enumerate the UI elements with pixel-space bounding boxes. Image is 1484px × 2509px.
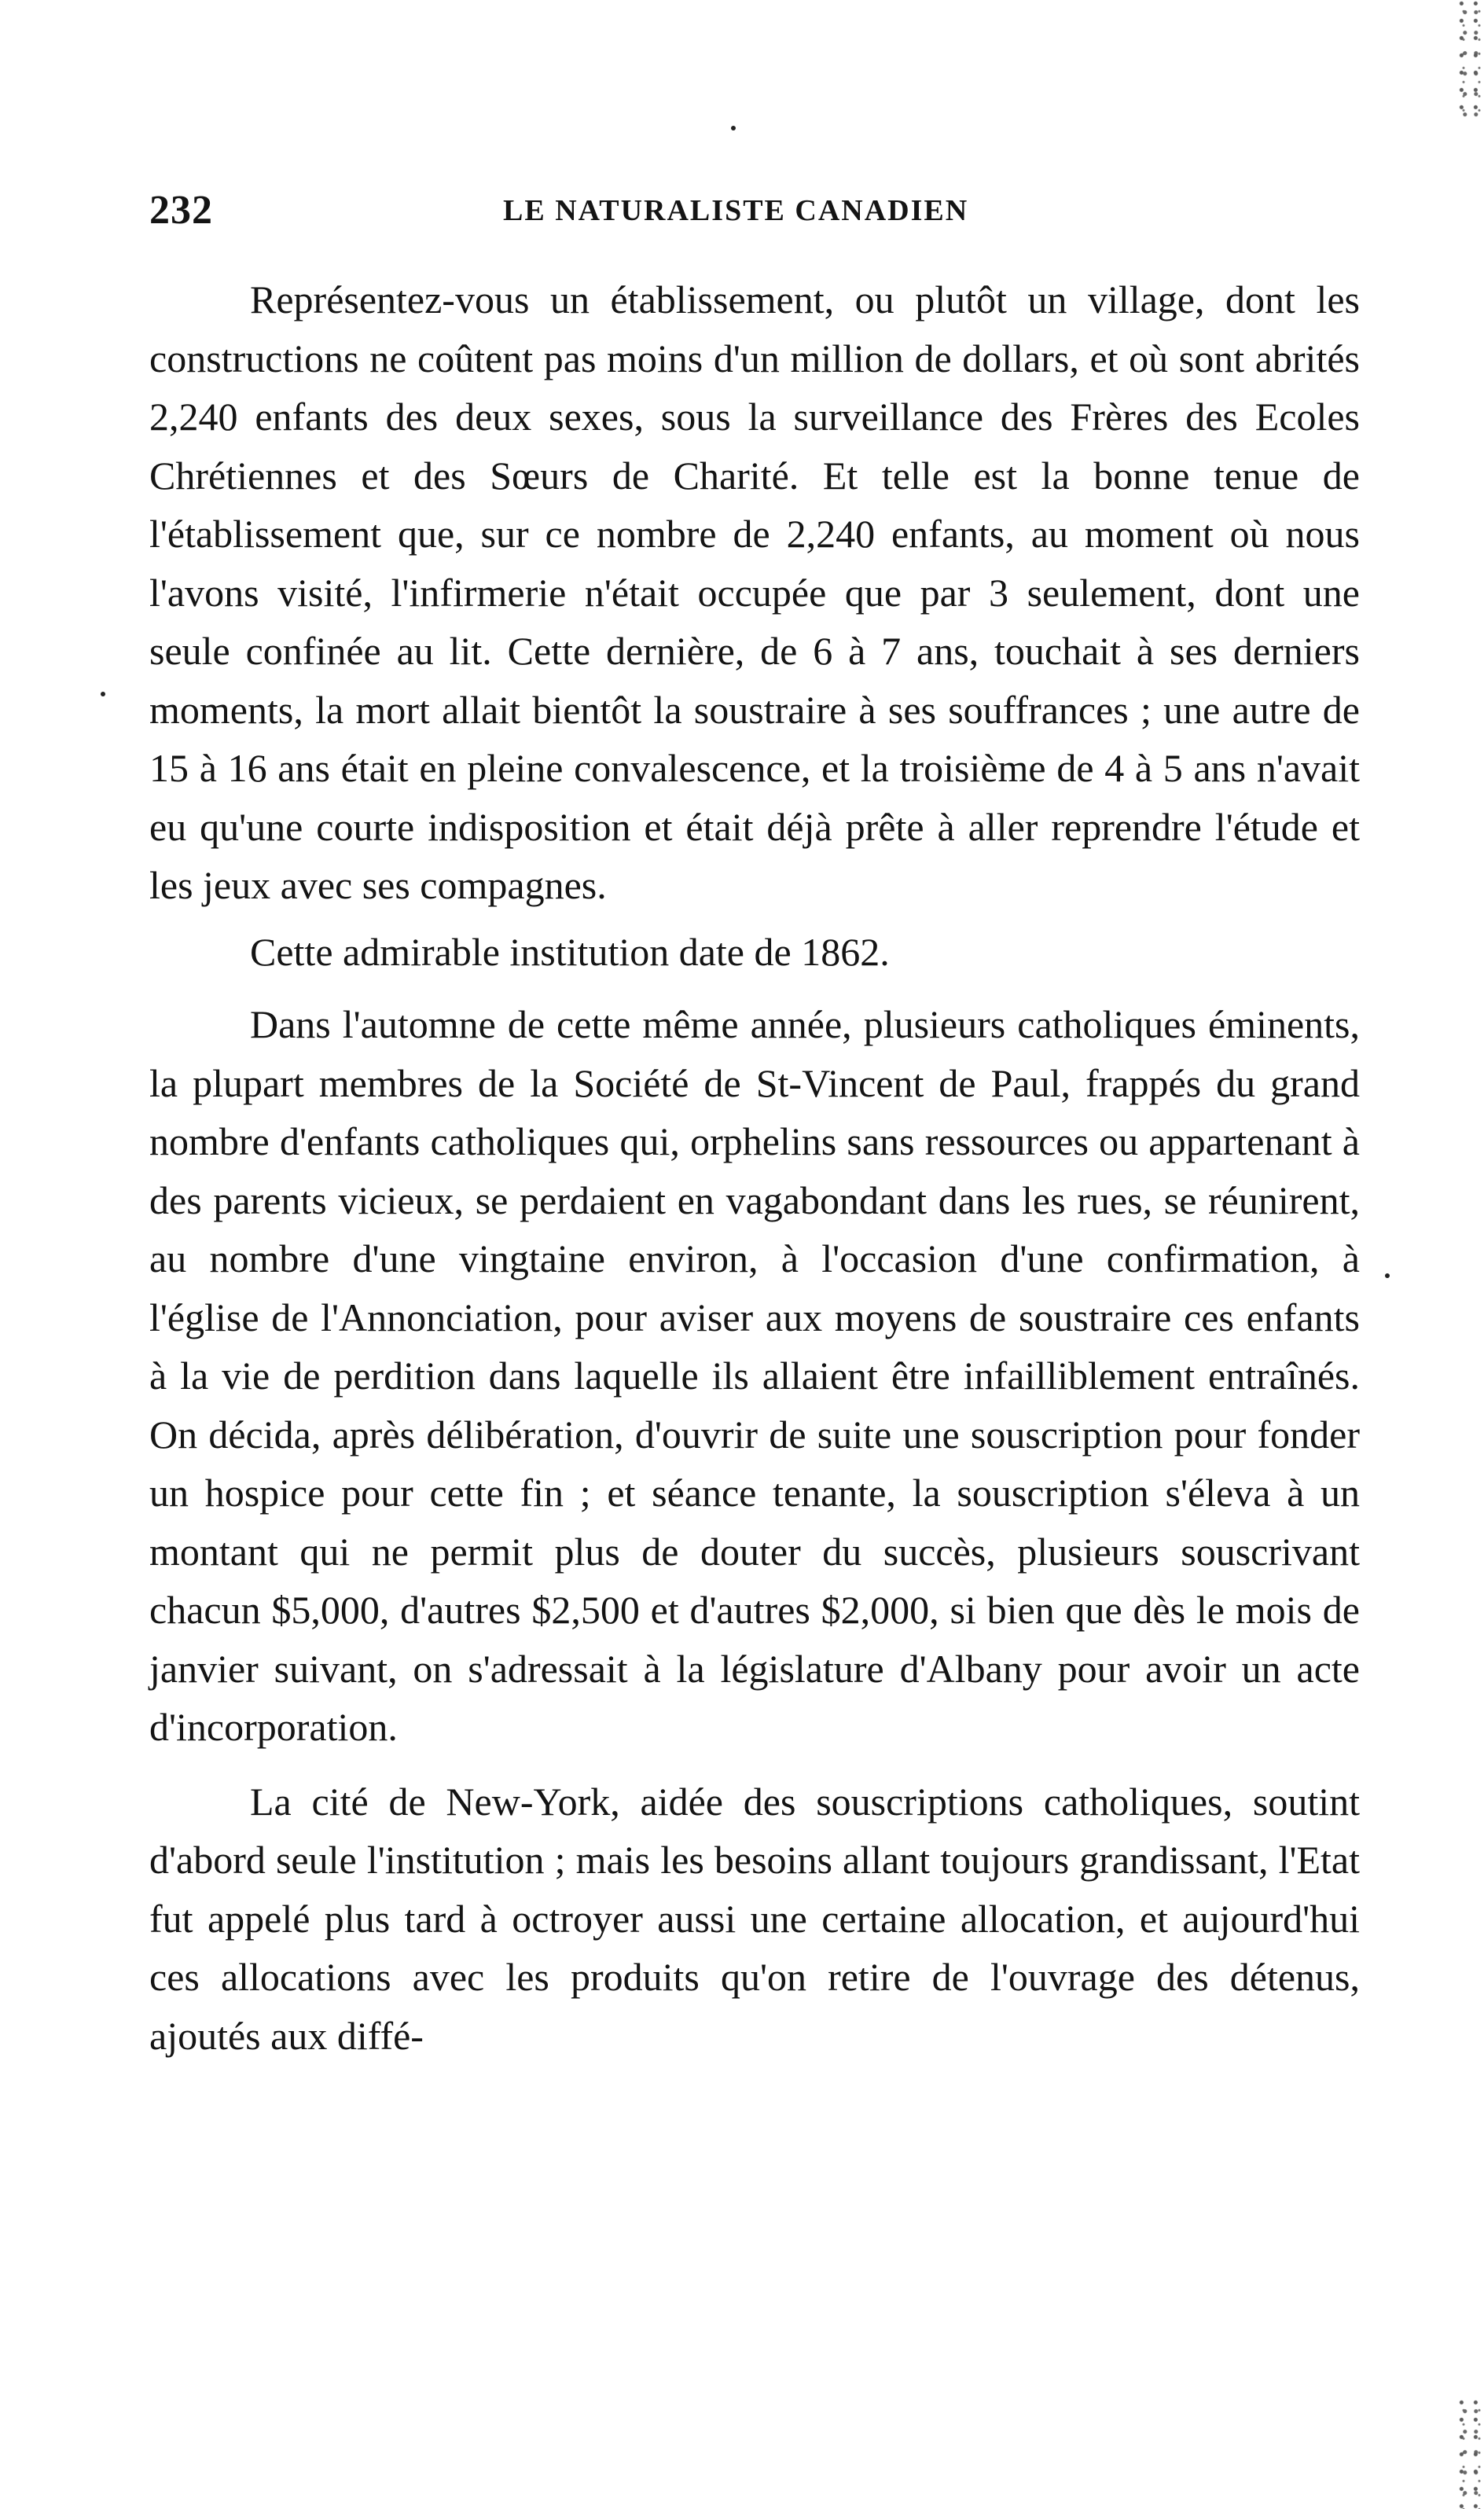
paragraph-2: Cette admirable institution date de 1862. xyxy=(250,929,890,974)
scan-speck xyxy=(731,126,736,130)
scan-edge-speckle-bottom xyxy=(1457,2399,1484,2509)
scan-speck xyxy=(1385,1273,1390,1278)
paragraph-4: La cité de New-York, aidée des souscriptions catholiques, soutint d'abord seule l'institution ; mais les besoins allant toujours grandissant, l'Etat fut appelé plus tard à octroyer aussi une certaine allocation, et aujourd'hui ces allocations avec les produits qu'on retire de l'ouvrage des détenus, ajoutés aux diffé- xyxy=(149,1779,1360,2058)
page-header xyxy=(149,187,1376,242)
paragraph-3: Dans l'automne de cette même année, plusieurs catholiques éminents, la plupart membres de la Société de St-Vincent de Paul, frappés du grand nombre d'enfants catholiques qui, orphelins sans ressources ou appartenant à des parents vicieux, se perdaient en vagabondant dans les rues, se réunirent, au nombre d'une vingtaine environ, à l'occasion d'une confirmation, à l'église de l'Annonciation, pour aviser aux moyens de soustraire ces enfants à la vie de perdition dans laquelle ils allaient être infailliblement entraînés. On décida, après délibération, d'ouvrir de suite une souscription pour fonder un hospice pour cette fin ; et séance tenante, la souscription s'éleva à un montant qui ne permit plus de douter du succès, plusieurs souscrivant chacun $5,000, d'autres $2,500 et d'autres $2,000, si bien que dès le mois de janvier suivant, on s'adressait à la législature d'Albany pour avoir un acte d'incorporation. xyxy=(149,1002,1360,1749)
running-title: LE NATURALISTE CANADIEN xyxy=(503,194,969,227)
paragraph-1: Représentez-vous un établissement, ou plutôt un village, dont les constructions ne coûtent pas moins d'un million de dollars, et où sont abrités 2,240 enfants des deux sexes, sous la surveillance des Frères des Ecoles Chrétiennes et des Sœurs de Charité. Et telle est la bonne tenue de l'établissement que, sur ce nombre de 2,240 enfants, au moment où nous l'avons visité, l'infirmerie n'était occupée que par 3 seulement, dont une seule confinée au lit. Cette dernière, de 6 à 7 ans, touchait à ses derniers moments, la mort allait bientôt la soustraire à ses souffrances ; une autre de 15 à 16 ans était en pleine convalescence, et la troisième de 4 à 5 ans n'avait eu qu'une courte indisposition et était déjà prête à aller reprendre l'étude et les jeux avec ses compagnes. xyxy=(149,277,1360,907)
scan-edge-speckle-top xyxy=(1457,0,1484,118)
scan-speck xyxy=(101,692,105,696)
body-text xyxy=(149,270,1360,2065)
page-number: 232 xyxy=(149,188,213,233)
